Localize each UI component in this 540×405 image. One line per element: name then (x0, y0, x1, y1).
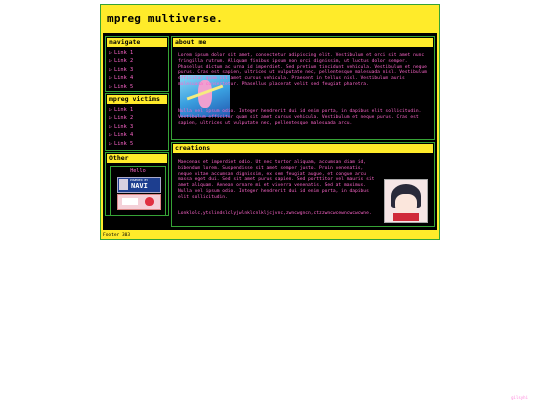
creations-paragraph-1: Maecenas et imperdiet odio. Ut nec tortor aliquam, accumsan diam id, bibendum lorem. Suspendisse sit amet semper justo. Proin venenatis, neque vitae accumsan dignissim, ex sem feugiat augue, et congue arcu massa eget dui. Sed sit amet purus sapien. Sed porttitor vel mauris sit amet aliquam. Aenean ornare mi et viverra venenatis. Sed at maximus. Nulla vel ipsum odio. Integer hendrerit dui id enim porta, in dapibus elit sollicitudin. (178, 160, 375, 200)
nav-link-5[interactable]: ▷ Link 5 (109, 83, 134, 90)
victims-heading: mpreg victims (107, 95, 167, 104)
victims-link-2[interactable]: ▷ Link 2 (109, 115, 134, 122)
badge-label-area (122, 198, 138, 205)
navi-badge-icon (119, 179, 128, 190)
nav-link-3[interactable]: ▷ Link 3 (109, 66, 134, 73)
about-box (171, 36, 435, 140)
other-heading: Other (107, 154, 167, 163)
navigate-box (105, 36, 169, 92)
victims-link-4[interactable]: ▷ Link 4 (109, 132, 134, 139)
creations-paragraph-2: Lonklolc,ytslindslclyjwlnklcnlkljcjvnc,zwncwgncn,ctzzwncwcewncwcwcwne. (178, 211, 372, 216)
header (103, 7, 437, 31)
strawberry-badge[interactable] (117, 194, 161, 210)
page-layout (100, 4, 440, 240)
footer: Footer 303 (103, 233, 131, 238)
victims-link-1[interactable]: ▷ Link 1 (109, 107, 134, 113)
victims-link-5[interactable]: ▷ Link 5 (109, 140, 134, 147)
creations-box (171, 142, 435, 227)
creations-heading: creations (173, 144, 433, 153)
collar-shape (393, 213, 419, 221)
victims-box (105, 93, 169, 151)
site-title: mpreg multiverse. (107, 12, 223, 25)
about-paragraph-2: Nulla vel ipsum odio. Integer hendrerit dui id enim porta, in dapibus elit sollicitudin. Vestibulum efficitur quam sit amet cursus vehicula. Vestibulum et neque purus. Cras est sapien, ultrices ut vulputate nec, pellentesque malesuada arcu. (178, 109, 422, 126)
strawberry-icon (145, 197, 154, 206)
content-area (103, 33, 437, 230)
other-box (105, 152, 169, 216)
victims-link-3[interactable]: ▷ Link 3 (109, 123, 134, 130)
about-paragraph-1: Lorem ipsum dolor sit amet, consectetur adipiscing elit. Vestibulum et orci sit amet nunc fringilla rutrum. Aliquam finibus ipsum non orci dignissim, ut luctus dolor semper. Phasellus dictum ac urna id imperdiet. Sed pretium tincidunt vehicula. Vestibulum et neque purus. Cras est sapien, ultrices ut vulputate nec, pellentesque malesuada nisl. Vestibulum efficitur quam sit amet cursus vehicula. Praesent in tellus nisl. Vestibulum auris malesuada consectetur. Phasellus placerat velit sed feugiat pharetra. (178, 53, 427, 87)
navigate-heading: navigate (107, 38, 167, 47)
navi-badge[interactable]: POWERED BY NAVI (117, 177, 161, 193)
nav-link-4[interactable]: ▷ Link 4 (109, 75, 134, 82)
corner-text: gilsyhi (511, 395, 528, 400)
about-heading: about me (173, 38, 433, 47)
face-shape (395, 194, 417, 214)
hello-text: Hello (130, 168, 146, 174)
other-inner (110, 166, 166, 216)
navigate-links (109, 49, 133, 91)
nav-link-1[interactable]: ▷ Link 1 (109, 50, 134, 56)
nav-link-2[interactable]: ▷ Link 2 (109, 58, 134, 65)
victims-links (109, 106, 133, 148)
creations-image (384, 179, 428, 223)
